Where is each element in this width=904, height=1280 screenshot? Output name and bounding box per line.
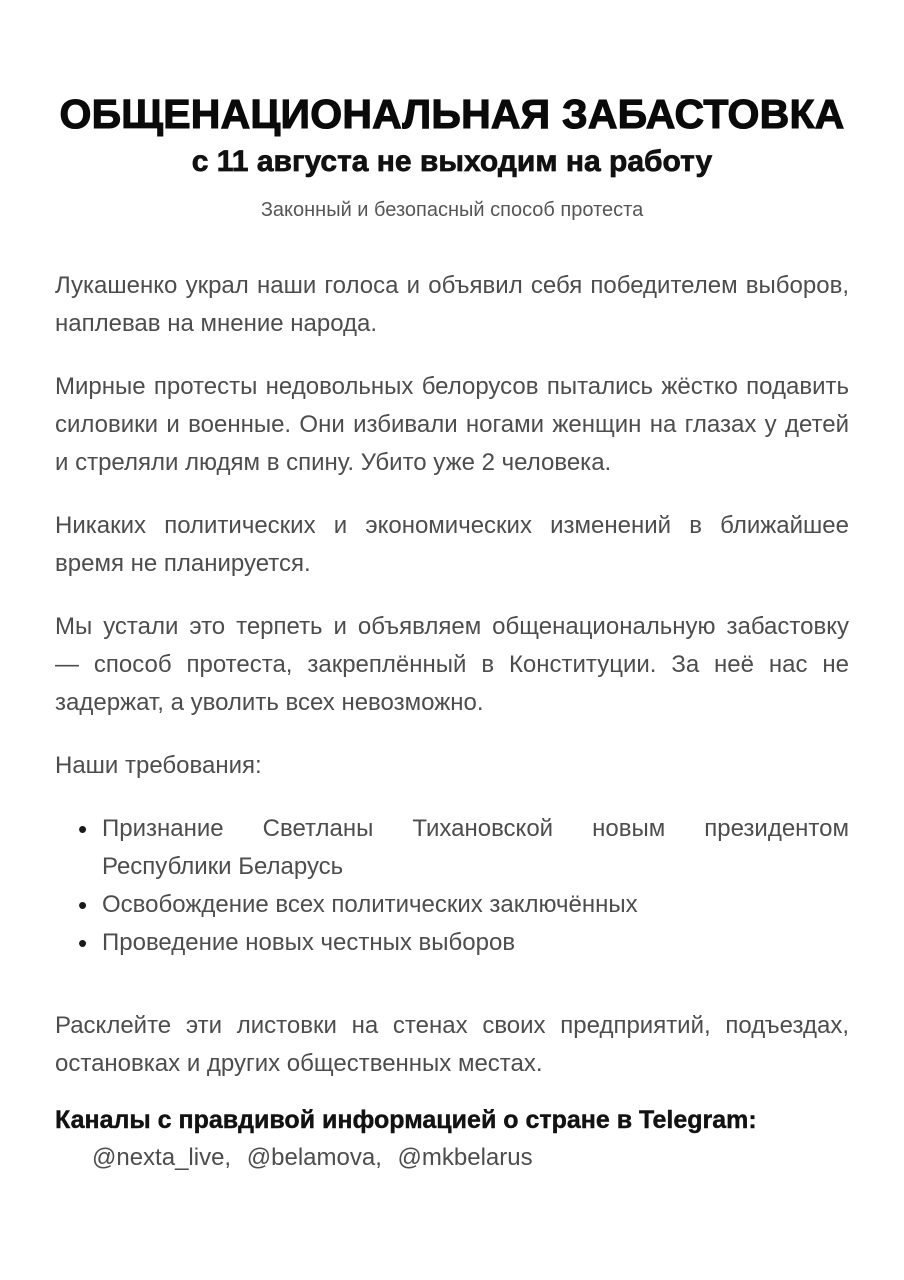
- body-content: [55, 267, 849, 1177]
- closing-paragraph: Расклейте эти листовки на стенах своих предприятий, подъездах, остановках и других общественных местах.: [55, 1012, 849, 1077]
- page-subtitle: с 11 августа не выходим на работу: [191, 145, 713, 178]
- demand-item: • Освобождение всех политических заключённых: [78, 886, 849, 924]
- demands-heading: Наши требования:: [55, 752, 262, 779]
- paragraph: Лукашенко украл наши голоса и объявил себя победителем выборов, наплевав на мнение народа.: [55, 272, 849, 337]
- demand-item: • Признание Светланы Тихановской новым президентом Республики Беларусь: [78, 810, 849, 886]
- paragraph: Мы устали это терпеть и объявляем общенациональную забастовку — способ протеста, закреплённый в Конституции. За неё нас не задержат, а уволить всех невозможно.: [55, 613, 849, 716]
- telegram-channels-list: @nexta_live, @belamova, @mkbelarus: [92, 1144, 533, 1171]
- telegram-channels-heading: Каналы с правдивой информацией о стране в Telegram:: [55, 1106, 757, 1134]
- body-paragraphs: [55, 267, 849, 722]
- demands-list: [55, 810, 849, 962]
- page-title: ОБЩЕНАЦИОНАЛЬНАЯ ЗАБАСТОВКА: [59, 91, 845, 137]
- paragraph: Мирные протесты недовольных белорусов пытались жёстко подавить силовики и военные. Они избивали ногами женщин на глазах у детей и стреляли людям в спину. Убито уже 2 человека.: [55, 373, 849, 476]
- page-tagline: Законный и безопасный способ протеста: [260, 199, 644, 221]
- paragraph: Никаких политических и экономических изменений в ближайшее время не планируется.: [55, 512, 849, 577]
- demand-item: • Проведение новых честных выборов: [78, 924, 849, 962]
